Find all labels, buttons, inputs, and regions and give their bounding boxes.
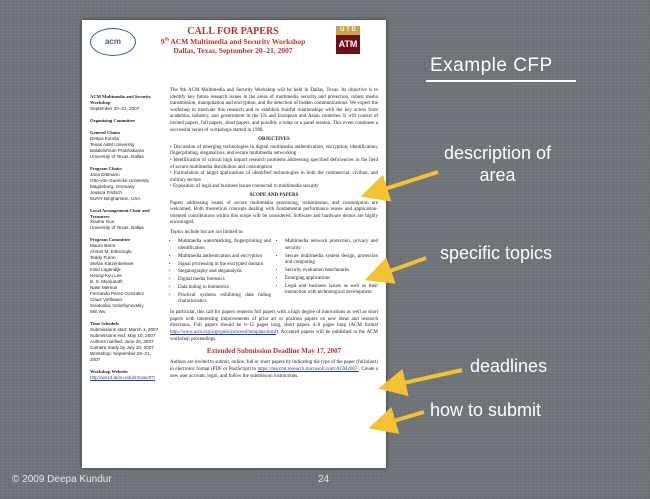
sidebar-heading: Workshop Website: [90, 368, 129, 374]
objective-item: • Exposition of legal and business issues connected to multimedia security [170, 184, 319, 190]
topic-item: • Data hiding in biometrics [178, 285, 271, 292]
sidebar-line: Magdeburg, Germany [90, 183, 135, 189]
sidebar-heading: General Chairs [90, 129, 121, 135]
slide-title: Example CFP [430, 55, 553, 76]
sidebar-line: Insid Lagendijk [90, 267, 121, 273]
sidebar-heading: Local Arrangement Chair and Treasurer [90, 207, 150, 219]
website-link[interactable]: http://ws13.tamu.edu/mmsec07/ [90, 374, 156, 380]
cfp-location: Dallas, Texas, September 20–21, 2007 [173, 46, 293, 55]
sidebar-line: Workshop: September 20–21, 2007 [90, 350, 151, 362]
topic-item: • Steganography and steganalysis [178, 269, 271, 276]
sidebar-line: Heung-Kyu Lee [90, 273, 122, 279]
topic-item: • Signal processing in the encrypted domain [178, 262, 271, 269]
sidebar-line: Jana Dittmann [90, 171, 120, 177]
sidebar-line: Otto-von-Guericke University [90, 177, 149, 183]
copyright-footer: © 2009 Deepa Kundur [12, 474, 112, 485]
sidebar-line: Submissions start: March 1, 2007 [90, 326, 159, 332]
sidebar-line: University of Texas, Dallas [90, 153, 144, 159]
objective-item: • Identification of critical high impact research problems addressing specified deficiencies in the field of secure multimedia distribution and consumption [170, 157, 378, 170]
sidebar-line: Teddy Furon [90, 255, 116, 261]
cfp-title: CALL FOR PAPERS [187, 26, 279, 37]
deadline-heading: Extended Submission Deadline May 17, 2007 [206, 347, 342, 356]
arrow-description [372, 172, 438, 193]
sidebar-heading: Program Committee [90, 237, 131, 243]
sidebar-line: Submissions end: May 10, 2007 [90, 332, 156, 338]
sidebar-line: Camera ready by July 20, 2007 [90, 344, 154, 350]
sidebar-line: B. S. Manjunath [90, 279, 123, 285]
submission-text: In particular, this call for papers requests full papers with a high degree of innovations as well as short papers with interesting improvements of prior art or position papers on new ideas and research directions. Full papers should be 6–12 pages long, short papers 4–6 pages long (ACM format [170, 310, 378, 329]
topic-item: • Digital media forensics [178, 277, 271, 284]
callout-deadlines: deadlines [470, 356, 548, 376]
cmt-link[interactable]: https://msrcmt.research.microsoft.com/ACM2007/ [257, 366, 359, 372]
sidebar-heading: Organizing Committee [90, 117, 136, 123]
topic-item: • Practical systems exhibiting data hiding characteristics [178, 293, 271, 306]
topic-item: • Legal and business issues as well as their interaction with technological development [285, 284, 378, 297]
page-number: 24 [318, 474, 330, 485]
topic-item: • Multimedia network protection, privacy and security [285, 239, 378, 252]
callout-how-to-submit: how to submit [430, 400, 542, 420]
sidebar-line: Authors notified: June 25, 2007 [90, 338, 154, 344]
objective-item: • Formulation of target applications of identified technologies in both the commercial, civilian, and military sectors [170, 171, 378, 183]
sidebar-line: Jessica Fridrich [90, 189, 122, 195]
sidebar-heading: ACM Multimedia and Security Workshop [90, 94, 152, 105]
workshop-name: ACM Multimedia and Security Workshop [168, 37, 306, 46]
sidebar-heading: Time Schedule [90, 321, 119, 326]
how-to-submit-tail: . Create a new user account, login, and follow the submission instructions. [170, 366, 378, 379]
sidebar-line: Texas A&M University [90, 141, 135, 147]
objectives-heading: OBJECTIVES [258, 137, 290, 143]
sidebar-line: SUNY Binghamton, USA [90, 195, 141, 201]
sidebar-line: September 20–21, 2007 [90, 105, 140, 111]
sidebar-line: Mauro Barni [90, 243, 116, 249]
topic-item: • Secure multimedia system design, protection and computing [285, 254, 378, 267]
arrow-how-to-submit [380, 412, 424, 425]
topic-item: • Multimedia watermarking, fingerprinting and identification [178, 239, 271, 252]
callout-topics: specific topics [440, 243, 553, 263]
submission-tail: ). Accepted papers will be published in the ACM workshop proceedings. [170, 329, 378, 342]
edition-suffix: th [164, 37, 169, 43]
edition-number: 9 [160, 37, 165, 46]
acm-logo: acm [90, 28, 136, 56]
topic-item: • Multimedia authentication and encryption [178, 254, 271, 261]
tamu-logo-text: ATM [338, 39, 358, 49]
arrow-topics [376, 258, 426, 276]
scope-paragraph: Papers addressing issues of secure multimedia processing, transmission, and consumption are welcomed. Both theoretical concepts dealing with fundamental performance issues and application-oriented contributions within this scope will be considered. Software and hardware demos are highly encouraged. [170, 200, 378, 226]
topic-item: • Security evaluation benchmarks [285, 268, 378, 275]
topics-intro: Topics include but are not limited to: [170, 229, 244, 235]
template-link[interactable]: http://www.acm.org/sigs/pubs/proceed/template.html [170, 329, 277, 335]
objective-item: • Discussion of emerging technologies in digital multimedia authentication, encryption, identification, fingerprinting, steganalysis, and secure multimedia networking [170, 144, 378, 157]
sidebar-line: Ahmet M. Eskicioglu [90, 249, 132, 255]
sidebar-line: Claus Vielhauer [90, 297, 123, 303]
sidebar-line: Nasir Memon [90, 285, 118, 291]
sidebar-heading: Program Chairs [90, 165, 122, 171]
how-to-submit-text: Authors are invited to submit, online, full or short papers by indicating the type of the paper (full/short) in electronic format (PDF or PostScript) to [170, 360, 378, 372]
utd-logo-text: U T D [336, 26, 360, 35]
sidebar-line: Min Wu [90, 309, 106, 315]
sidebar-line: Fernando Perez-Gonzalez [90, 291, 144, 297]
topic-item: • Emerging applications [285, 276, 378, 283]
scope-heading: SCOPE AND PAPERS [249, 192, 299, 198]
sidebar-line: Stefan Katzenbeisser [90, 261, 134, 267]
sidebar-line: Sviatoslav Voloshynovskiy [90, 303, 144, 309]
callout-description: description of area [443, 143, 552, 185]
sidebar-line: Deepa Kundur [90, 135, 120, 141]
intro-paragraph: The 9th ACM Multimedia and Security Workshop will be held in Dallas, Texas. Its objective is to identify key future research issues in the areas of multimedia security and protection, robust media transmission, manipulation and encryption, and the detection of hidden communications. We expect the workshop to motivate this research and to establish fruitful relationships with the key actors from academia, industry, and government in the US and European and Asian countries. It will consist of invited papers, full papers, short papers, and possibly a rump or a panel session. This event continues a successful series of workshops started in 1998. [170, 88, 378, 133]
sidebar-line: Balakrishnan Prabhakaran [90, 147, 145, 153]
arrow-deadlines [390, 370, 462, 386]
sidebar-line: Xiaohu Guo [90, 219, 115, 225]
sidebar-line: University of Texas, Dallas [90, 225, 144, 231]
